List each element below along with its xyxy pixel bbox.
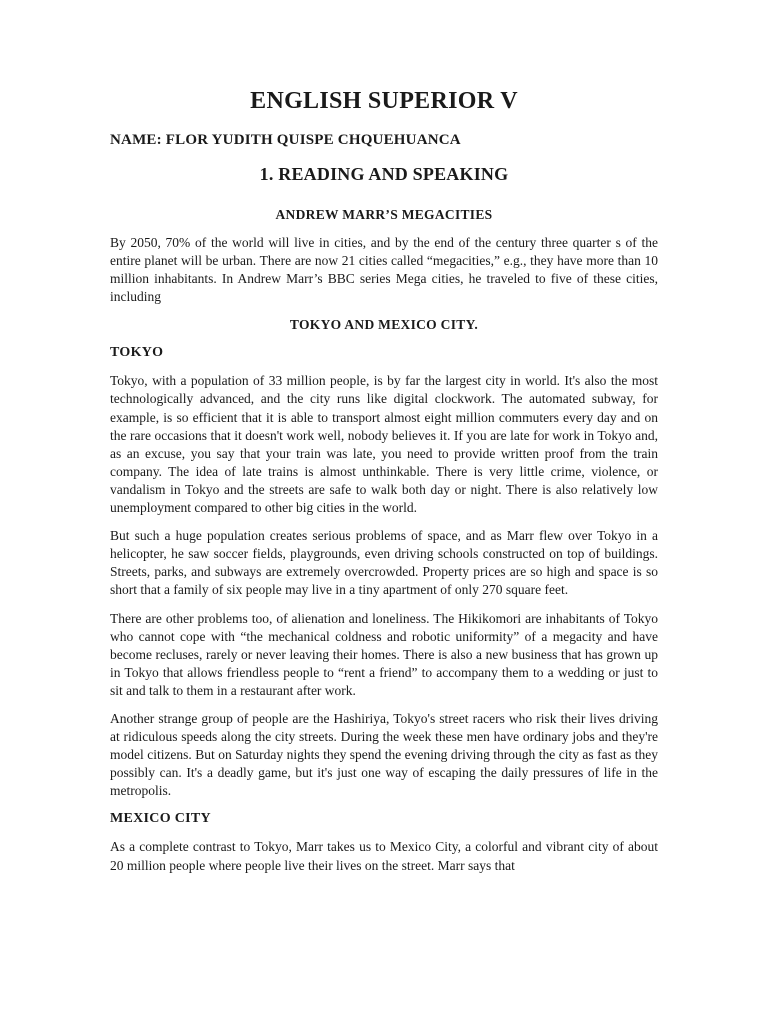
cities-heading: TOKYO AND MEXICO CITY. bbox=[289, 317, 479, 333]
document-title: ENGLISH SUPERIOR V bbox=[250, 88, 518, 114]
mexico-heading: MEXICO CITY bbox=[110, 811, 211, 827]
document-page bbox=[110, 86, 658, 885]
article-title: ANDREW MARR’S MEGACITIES bbox=[275, 207, 493, 222]
tokyo-paragraph: But such a huge population creates serious problems of space, and as Marr flew over Tokyo in a helicopter, he saw soccer fields, playgrounds, even driving schools constructed on top of buildings. Streets, parks, and subways are extremely overcrowded. Property prices are so high and space is so short that a family of six people may live in a tiny apartment of only 270 square feet. bbox=[110, 528, 658, 598]
section-heading: 1. READING AND SPEAKING bbox=[259, 164, 509, 184]
intro-paragraph: By 2050, 70% of the world will live in cities, and by the end of the century three quarter s of the entire planet will be urban. There are now 21 cities called “megacities,” e.g., they have more than 10 million inhabitants. In Andrew Marr’s BBC series Mega cities, he traveled to five of these cities, including bbox=[110, 235, 658, 305]
tokyo-paragraph: Tokyo, with a population of 33 million people, is by far the largest city in world. It's also the most technologically advanced, and the city runs like digital clockwork. The automated subway, for example, is so efficient that it is able to transport almost eight million commuters every day and on the rare occasions that it doesn't work well, nobody believes it. If you are late for work in Tokyo and, as an excuse, you say that your train was late, you need to provide written proof from the train company. The idea of late trains is almost unthinkable. There is very little crime, violence, or vandalism in Tokyo and the streets are safe to walk both day or night. There is also relatively low unemployment compared to other big cities in the world. bbox=[110, 373, 658, 516]
tokyo-heading: TOKYO bbox=[110, 345, 164, 361]
mexico-paragraph: As a complete contrast to Tokyo, Marr takes us to Mexico City, a colorful and vibrant city of about 20 million people where people live their lives on the street. Marr says that bbox=[110, 839, 658, 873]
tokyo-paragraph: There are other problems too, of alienation and loneliness. The Hikikomori are inhabitants of Tokyo who cannot cope with “the mechanical coldness and robotic uniformity” of a megacity and have become recluses, rarely or never leaving their homes. There is also a new business that has grown up in Tokyo that allows friendless people to “rent a friend” to accompany them to a wedding or just to sit and talk to them in a restaurant after work. bbox=[110, 610, 658, 698]
student-name: NAME: FLOR YUDITH QUISPE CHQUEHUANCA bbox=[110, 132, 461, 148]
tokyo-paragraph: Another strange group of people are the Hashiriya, Tokyo's street racers who risk their lives driving at ridiculous speeds along the city streets. During the week these men have ordinary jobs and they're model citizens. But on Saturday nights they spend the evening driving through the city as fast as they possibly can. It's a deadly game, but it's just one way of escaping the daily pressures of life in the metropolis. bbox=[110, 710, 658, 799]
